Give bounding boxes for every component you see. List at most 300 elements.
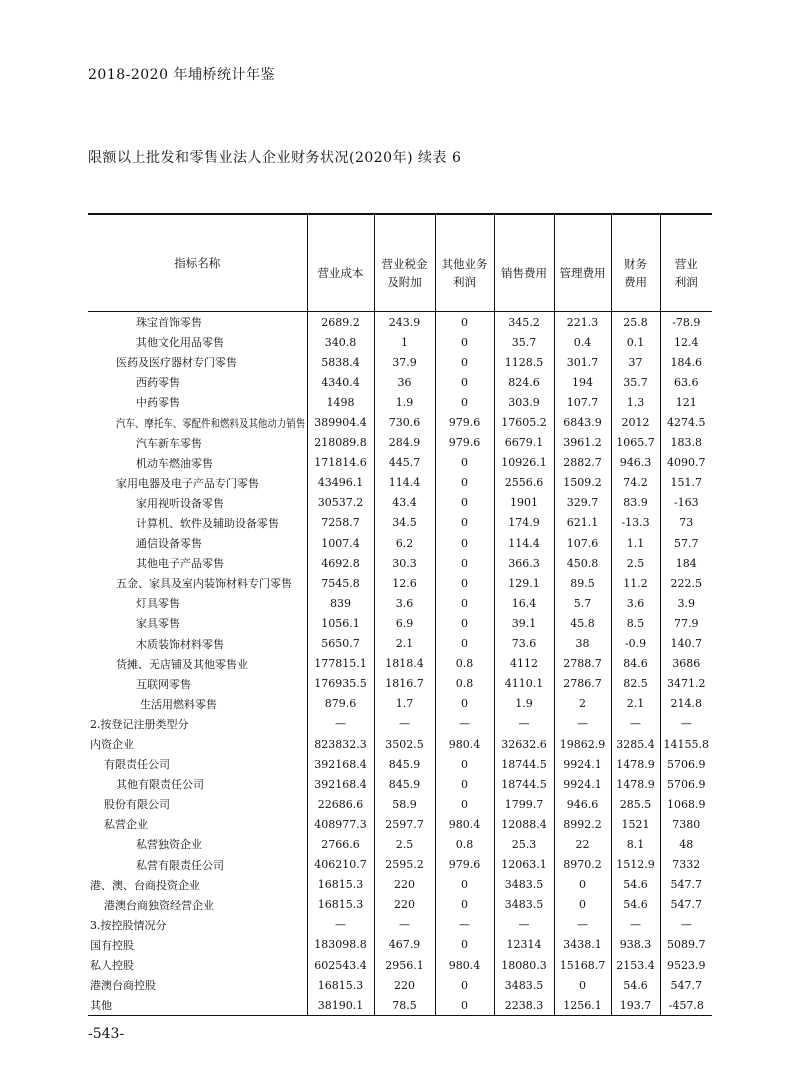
row-label [88,593,307,613]
cell-other-business-profit: 0 [435,332,494,352]
cell-business-tax: 2956.1 [374,955,435,975]
row-label-text: 私人控股 [90,959,134,973]
cell-business-tax: — [374,915,435,935]
cell-operating-cost: 1007.4 [307,533,374,553]
cell-operating-profit: 3.9 [660,593,712,613]
cell-operating-cost: 7258.7 [307,513,374,533]
cell-operating-profit: 3686 [660,654,712,674]
row-label-text: 生活用燃料零售 [140,697,217,711]
cell-other-business-profit: 0 [435,372,494,392]
cell-operating-profit: 7380 [660,814,712,834]
cell-admin-expense: 1256.1 [554,995,611,1016]
cell-admin-expense: 0 [554,975,611,995]
cell-operating-profit: 12.4 [660,332,712,352]
table-row [88,593,712,613]
table-row [88,312,712,333]
cell-admin-expense: 450.8 [554,553,611,573]
row-label [88,573,307,593]
table-row [88,553,712,573]
cell-operating-cost: 218089.8 [307,433,374,453]
cell-operating-cost: 389904.4 [307,412,374,432]
cell-selling-expense: 16.4 [494,593,554,613]
cell-selling-expense: 25.3 [494,834,554,854]
table-row [88,895,712,915]
cell-operating-cost: 183098.8 [307,935,374,955]
cell-other-business-profit: 979.6 [435,855,494,875]
cell-selling-expense: 18744.5 [494,774,554,794]
cell-financial-expense: 946.3 [611,453,660,473]
cell-operating-cost: 5838.4 [307,352,374,372]
cell-other-business-profit: 0 [435,493,494,513]
cell-business-tax: 43.4 [374,493,435,513]
table-row [88,915,712,935]
table-row [88,634,712,654]
cell-selling-expense: 12314 [494,935,554,955]
cell-operating-cost: 839 [307,593,374,613]
cell-operating-cost: 7545.8 [307,573,374,593]
table-row [88,493,712,513]
cell-other-business-profit: 980.4 [435,955,494,975]
cell-business-tax: 6.2 [374,533,435,553]
cell-selling-expense: 129.1 [494,573,554,593]
cell-financial-expense: 25.8 [611,312,660,333]
cell-financial-expense: 285.5 [611,794,660,814]
row-label [88,433,307,453]
cell-operating-profit: -78.9 [660,312,712,333]
row-label [88,834,307,854]
cell-business-tax: 2.5 [374,834,435,854]
cell-financial-expense: 938.3 [611,935,660,955]
cell-operating-profit: 73 [660,513,712,533]
cell-selling-expense: 2238.3 [494,995,554,1016]
cell-operating-profit: 4090.7 [660,453,712,473]
cell-financial-expense: 11.2 [611,573,660,593]
table-row [88,774,712,794]
cell-business-tax: 3502.5 [374,734,435,754]
cell-operating-profit: 1068.9 [660,794,712,814]
cell-business-tax: 34.5 [374,513,435,533]
cell-admin-expense: 5.7 [554,593,611,613]
row-label [88,875,307,895]
row-label-text: 股份有限公司 [104,798,170,812]
cell-selling-expense: 1799.7 [494,794,554,814]
cell-admin-expense: 329.7 [554,493,611,513]
row-label [88,412,307,432]
cell-operating-cost: 16815.3 [307,875,374,895]
row-label [88,513,307,533]
cell-admin-expense: 221.3 [554,312,611,333]
cell-operating-profit: 547.7 [660,875,712,895]
row-label [88,694,307,714]
row-label-text: 家具零售 [136,617,180,631]
cell-other-business-profit: 0 [435,392,494,412]
row-label [88,774,307,794]
row-label [88,915,307,935]
row-label [88,754,307,774]
row-label-text: 港澳台商独资经营企业 [104,898,214,912]
cell-operating-cost: 602543.4 [307,955,374,975]
row-label [88,613,307,633]
cell-admin-expense: 0.4 [554,332,611,352]
header-admin-expense: 管理费用 [554,215,611,312]
cell-operating-profit: 4274.5 [660,412,712,432]
cell-admin-expense: 621.1 [554,513,611,533]
table-row [88,754,712,774]
cell-financial-expense: 84.6 [611,654,660,674]
cell-operating-cost: 16815.3 [307,895,374,915]
cell-operating-cost: 2766.6 [307,834,374,854]
cell-financial-expense: 54.6 [611,895,660,915]
cell-admin-expense: 301.7 [554,352,611,372]
cell-selling-expense: 39.1 [494,613,554,633]
cell-other-business-profit: 0 [435,895,494,915]
cell-operating-profit: 48 [660,834,712,854]
table-row [88,352,712,372]
row-label-text: 内资企业 [90,738,134,752]
table-row [88,412,712,432]
cell-financial-expense: -13.3 [611,513,660,533]
cell-other-business-profit: 0 [435,513,494,533]
page-number: -543- [88,1026,125,1042]
row-label [88,634,307,654]
cell-admin-expense: 3961.2 [554,433,611,453]
cell-operating-profit: 63.6 [660,372,712,392]
cell-other-business-profit: — [435,714,494,734]
header-other-business-profit [435,215,494,312]
table-row [88,654,712,674]
cell-operating-profit: 214.8 [660,694,712,714]
cell-selling-expense: 3483.5 [494,975,554,995]
row-label-text: 3.按控股情况分 [90,918,167,932]
row-label [88,473,307,493]
cell-other-business-profit: 0 [435,613,494,633]
row-label-text: 国有控股 [90,938,134,952]
cell-financial-expense: 54.6 [611,975,660,995]
cell-other-business-profit: 0 [435,694,494,714]
cell-business-tax: 467.9 [374,935,435,955]
cell-other-business-profit: 0 [435,975,494,995]
row-label-text: 机动车燃油零售 [136,456,213,470]
cell-other-business-profit: 0 [435,312,494,333]
cell-business-tax: 445.7 [374,453,435,473]
cell-operating-profit: 9523.9 [660,955,712,975]
header-financial-expense [611,215,660,312]
cell-other-business-profit: 979.6 [435,433,494,453]
cell-operating-cost: 171814.6 [307,453,374,473]
table-row [88,955,712,975]
cell-admin-expense: 107.7 [554,392,611,412]
cell-selling-expense: 824.6 [494,372,554,392]
cell-financial-expense: 37 [611,352,660,372]
cell-admin-expense: 1509.2 [554,473,611,493]
cell-selling-expense: 2556.6 [494,473,554,493]
cell-financial-expense: 3.6 [611,593,660,613]
cell-operating-cost: 392168.4 [307,754,374,774]
cell-operating-cost: 16815.3 [307,975,374,995]
cell-other-business-profit: 0.8 [435,834,494,854]
cell-business-tax: 114.4 [374,473,435,493]
cell-selling-expense: 18080.3 [494,955,554,975]
header-operating-cost: 营业成本 [307,215,374,312]
row-label-text: 汽车新车零售 [136,436,202,450]
cell-admin-expense: 2786.7 [554,674,611,694]
cell-selling-expense: — [494,714,554,734]
cell-operating-profit: 3471.2 [660,674,712,694]
table-row [88,433,712,453]
row-label-text: 私营独资企业 [136,838,202,852]
row-label [88,332,307,352]
row-label-text: 医药及医疗器材专门零售 [116,356,237,370]
row-label-text: 其他有限责任公司 [116,778,204,792]
table-row [88,473,712,493]
row-label [88,955,307,975]
cell-other-business-profit: 980.4 [435,734,494,754]
row-label-text: 西药零售 [136,376,180,390]
cell-admin-expense: 0 [554,895,611,915]
table-header [88,215,712,312]
cell-selling-expense: 10926.1 [494,453,554,473]
cell-business-tax: 58.9 [374,794,435,814]
cell-selling-expense: 303.9 [494,392,554,412]
cell-business-tax: 1.7 [374,694,435,714]
cell-admin-expense: 15168.7 [554,955,611,975]
header-business-tax [374,215,435,312]
table-row [88,975,712,995]
cell-business-tax: 30.3 [374,553,435,573]
cell-other-business-profit: 0 [435,533,494,553]
cell-other-business-profit: 0.8 [435,654,494,674]
cell-selling-expense: — [494,915,554,935]
cell-admin-expense: 38 [554,634,611,654]
table-row [88,794,712,814]
cell-financial-expense: 83.9 [611,493,660,513]
cell-admin-expense: 9924.1 [554,754,611,774]
cell-operating-cost: 340.8 [307,332,374,352]
header-operating-profit-text: 营业 利润 [674,257,698,289]
cell-financial-expense: 8.5 [611,613,660,633]
cell-operating-profit: 5089.7 [660,935,712,955]
cell-operating-profit: 14155.8 [660,734,712,754]
cell-admin-expense: — [554,915,611,935]
table-row [88,674,712,694]
table-row [88,573,712,593]
cell-selling-expense: 32632.6 [494,734,554,754]
row-label-text: 互联网零售 [136,677,191,691]
table-row [88,513,712,533]
row-label-text: 中药零售 [136,396,180,410]
header-indicator-name: 指标名称 [88,215,307,312]
cell-financial-expense: — [611,714,660,734]
cell-other-business-profit: — [435,915,494,935]
cell-business-tax: 845.9 [374,774,435,794]
cell-selling-expense: 1901 [494,493,554,513]
cell-operating-cost: 22686.6 [307,794,374,814]
cell-business-tax: 6.9 [374,613,435,633]
cell-financial-expense: 2.5 [611,553,660,573]
cell-business-tax: 12.6 [374,573,435,593]
cell-operating-cost: — [307,915,374,935]
cell-operating-profit: -163 [660,493,712,513]
cell-operating-profit: 547.7 [660,895,712,915]
financial-table-wrapper [88,213,712,1016]
cell-business-tax: 1 [374,332,435,352]
table-row [88,694,712,714]
cell-operating-cost: 4692.8 [307,553,374,573]
cell-operating-profit: 183.8 [660,433,712,453]
row-label-text: 私营企业 [104,818,148,832]
row-label [88,975,307,995]
cell-financial-expense: 1512.9 [611,855,660,875]
cell-business-tax: 36 [374,372,435,392]
row-label-text: 汽车、摩托车、零配件和燃料及其他动力销售 [116,416,306,430]
cell-financial-expense: 82.5 [611,674,660,694]
row-label-text: 有限责任公司 [104,758,170,772]
cell-selling-expense: 174.9 [494,513,554,533]
cell-business-tax: 220 [374,975,435,995]
cell-other-business-profit: 0 [435,634,494,654]
cell-financial-expense: 1065.7 [611,433,660,453]
cell-other-business-profit: 0 [435,774,494,794]
row-label [88,312,307,333]
cell-other-business-profit: 0 [435,352,494,372]
cell-operating-cost: 823832.3 [307,734,374,754]
cell-admin-expense: 2882.7 [554,453,611,473]
table-body [88,312,712,1016]
cell-operating-cost: 2689.2 [307,312,374,333]
cell-business-tax: 730.6 [374,412,435,432]
cell-operating-profit: — [660,915,712,935]
cell-business-tax: 2.1 [374,634,435,654]
cell-operating-profit: 121 [660,392,712,412]
cell-operating-cost: 1498 [307,392,374,412]
cell-operating-cost: 406210.7 [307,855,374,875]
cell-business-tax: 220 [374,875,435,895]
cell-business-tax: 37.9 [374,352,435,372]
cell-financial-expense: 74.2 [611,473,660,493]
cell-financial-expense: 2.1 [611,694,660,714]
table-row [88,875,712,895]
cell-selling-expense: 35.7 [494,332,554,352]
cell-other-business-profit: 0 [435,875,494,895]
cell-other-business-profit: 0 [435,473,494,493]
table-row [88,995,712,1016]
cell-operating-cost: 392168.4 [307,774,374,794]
cell-business-tax: — [374,714,435,734]
row-label-text: 计算机、软件及辅助设备零售 [136,516,279,530]
cell-operating-cost: 30537.2 [307,493,374,513]
cell-business-tax: 1.9 [374,392,435,412]
cell-financial-expense: 8.1 [611,834,660,854]
row-label [88,493,307,513]
cell-selling-expense: 1.9 [494,694,554,714]
row-label-text: 木质装饰材料零售 [136,637,224,651]
cell-admin-expense: 107.6 [554,533,611,553]
table-row [88,734,712,754]
row-label [88,734,307,754]
cell-other-business-profit: 0 [435,573,494,593]
cell-operating-profit: 5706.9 [660,774,712,794]
row-label [88,352,307,372]
cell-business-tax: 3.6 [374,593,435,613]
cell-operating-cost: 38190.1 [307,995,374,1016]
cell-operating-profit: -457.8 [660,995,712,1016]
table-row [88,332,712,352]
header-selling-expense: 销售费用 [494,215,554,312]
cell-selling-expense: 114.4 [494,533,554,553]
cell-business-tax: 284.9 [374,433,435,453]
cell-admin-expense: 946.6 [554,794,611,814]
financial-table [88,215,712,1016]
header-financial-expense-text: 财务 费用 [624,257,647,289]
cell-admin-expense: 45.8 [554,613,611,633]
cell-financial-expense: 1.1 [611,533,660,553]
cell-business-tax: 78.5 [374,995,435,1016]
row-label-text: 家用电器及电子产品专门零售 [116,476,259,490]
cell-operating-cost: 5650.7 [307,634,374,654]
cell-admin-expense: 6843.9 [554,412,611,432]
row-label [88,453,307,473]
table-row [88,613,712,633]
row-label-text: 五金、家具及室内装饰材料专门零售 [116,577,292,591]
cell-financial-expense: 35.7 [611,372,660,392]
cell-operating-cost: 177815.1 [307,654,374,674]
row-label [88,895,307,915]
row-label [88,935,307,955]
row-label [88,372,307,392]
row-label [88,674,307,694]
cell-financial-expense: 1478.9 [611,774,660,794]
row-label [88,995,307,1016]
cell-business-tax: 220 [374,895,435,915]
cell-operating-profit: 57.7 [660,533,712,553]
cell-financial-expense: 1521 [611,814,660,834]
cell-admin-expense: 8992.2 [554,814,611,834]
table-title: 限额以上批发和零售业法人企业财务状况(2020年) 续表 6 [88,150,462,166]
cell-business-tax: 243.9 [374,312,435,333]
cell-operating-cost: — [307,714,374,734]
cell-admin-expense: — [554,714,611,734]
cell-other-business-profit: 0 [435,794,494,814]
cell-admin-expense: 194 [554,372,611,392]
cell-operating-cost: 408977.3 [307,814,374,834]
cell-financial-expense: 54.6 [611,875,660,895]
cell-selling-expense: 1128.5 [494,352,554,372]
cell-operating-cost: 176935.5 [307,674,374,694]
cell-other-business-profit: 0 [435,754,494,774]
cell-financial-expense: — [611,915,660,935]
cell-financial-expense: 3285.4 [611,734,660,754]
row-label [88,654,307,674]
cell-selling-expense: 6679.1 [494,433,554,453]
cell-business-tax: 2595.2 [374,855,435,875]
cell-operating-cost: 1056.1 [307,613,374,633]
row-label-text: 2.按登记注册类型分 [90,717,189,731]
cell-selling-expense: 4110.1 [494,674,554,694]
table-row [88,814,712,834]
cell-operating-profit: 7332 [660,855,712,875]
cell-other-business-profit: 0 [435,995,494,1016]
cell-admin-expense: 89.5 [554,573,611,593]
cell-operating-cost: 43496.1 [307,473,374,493]
row-label-text: 其他文化用品零售 [136,336,224,350]
cell-operating-profit: 140.7 [660,634,712,654]
cell-operating-cost: 4340.4 [307,372,374,392]
cell-other-business-profit: 0 [435,553,494,573]
cell-selling-expense: 345.2 [494,312,554,333]
cell-admin-expense: 0 [554,875,611,895]
cell-admin-expense: 8970.2 [554,855,611,875]
row-label-text: 港澳台商控股 [90,979,156,993]
